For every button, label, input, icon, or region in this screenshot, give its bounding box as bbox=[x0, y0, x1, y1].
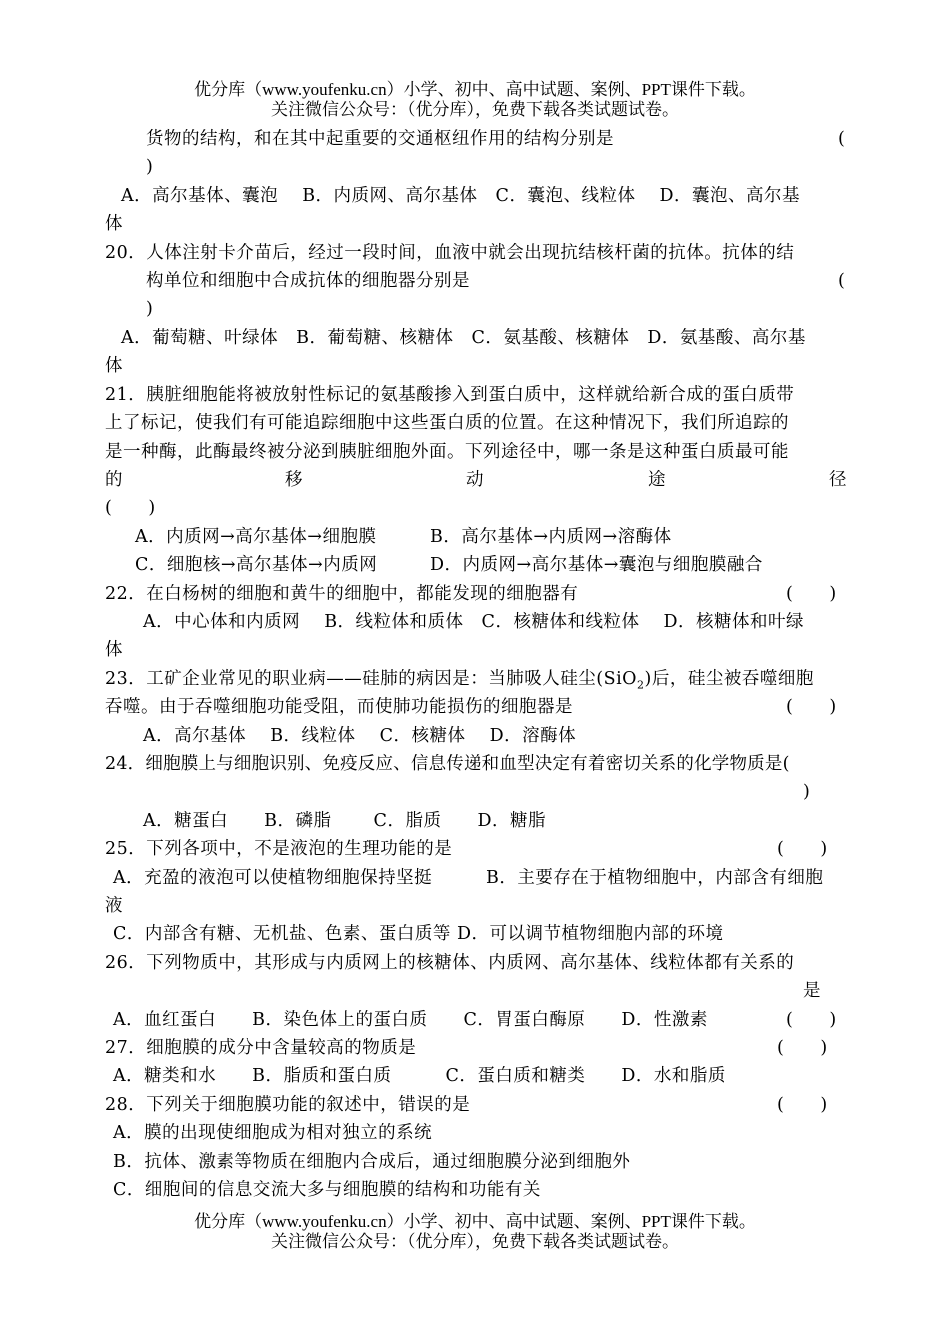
q21-stem-4-word-2: 移 bbox=[285, 470, 303, 490]
q25-option-b-wrap: 液 bbox=[105, 896, 123, 916]
q21-stem-4-word-5: 径 bbox=[829, 470, 847, 490]
header-line-1: 优分库（www.youfenku.cn）小学、初中、高中试题、案例、PPT课件下载。 bbox=[194, 80, 756, 99]
q25-option-a: A．充盈的液泡可以使植物细胞保持坚挺 bbox=[113, 868, 433, 888]
q27-stem: 27．细胞膜的成分中含量较高的物质是 bbox=[105, 1038, 417, 1058]
q21-stem-3: 是一种酶，此酶最终被分泌到胰脏细胞外面。下列途径中，哪一条是这种蛋白质最可能 bbox=[105, 442, 789, 462]
footer-line-2: 关注微信公众号：（优分库），免费下载各类试题试卷。 bbox=[271, 1232, 679, 1251]
q25-option-b: B．主要存在于植物细胞中，内部含有细胞 bbox=[486, 868, 824, 888]
q20-stem-1: 20．人体注射卡介苗后，经过一段时间，血液中就会出现抗结核杆菌的抗体。抗体的结 bbox=[105, 243, 795, 263]
q21-stem-4-word-3: 动 bbox=[466, 470, 484, 490]
q22-options: A．中心体和内质网 B．线粒体和质体 C．核糖体和线粒体 D．核糖体和叶绿 bbox=[143, 612, 805, 632]
q24-stem: 24．细胞膜上与细胞识别、免疫反应、信息传递和血型决定有着密切关系的化学物质是( bbox=[105, 754, 790, 774]
q26-paren: ( ) bbox=[786, 1010, 837, 1030]
q20-options: A．葡萄糖、叶绿体 B．葡萄糖、核糖体 C．氨基酸、核糖体 D．氨基酸、高尔基 bbox=[121, 328, 806, 348]
q22-stem: 22．在白杨树的细胞和黄牛的细胞中，都能发现的细胞器有 bbox=[105, 584, 579, 604]
q20-paren-close: ) bbox=[146, 299, 154, 319]
q21-stem-2: 上了标记，使我们有可能追踪细胞中这些蛋白质的位置。在这种情况下，我们所追踪的 bbox=[105, 413, 789, 433]
q23-stem-1-sub: 2 bbox=[637, 678, 645, 692]
q22-options-wrap: 体 bbox=[105, 640, 123, 660]
header-line-2: 关注微信公众号：（优分库），免费下载各类试题试卷。 bbox=[271, 100, 679, 119]
q28-option-c: C．细胞间的信息交流大多与细胞膜的结构和功能有关 bbox=[113, 1180, 541, 1200]
q26-stem-wrap: 是 bbox=[803, 981, 821, 1001]
q23-stem-1-pre: 23．工矿企业常见的职业病——硅肺的病因是：当肺吸人硅尘(SiO bbox=[105, 669, 638, 689]
q23-paren: ( ) bbox=[786, 697, 837, 717]
q23-stem-1-post: )后，硅尘被吞噬细胞 bbox=[644, 669, 814, 689]
q28-paren: ( ) bbox=[777, 1095, 828, 1115]
q21-stem-1: 21．胰脏细胞能将被放射性标记的氨基酸掺入到蛋白质中，这样就给新合成的蛋白质带 bbox=[105, 385, 795, 405]
q21-option-c: C．细胞核→高尔基体→内质网 bbox=[135, 555, 378, 575]
q19-options-wrap: 体 bbox=[105, 214, 123, 234]
q27-paren: ( ) bbox=[777, 1038, 828, 1058]
q28-option-b: B．抗体、激素等物质在细胞内合成后，通过细胞膜分泌到细胞外 bbox=[113, 1152, 631, 1172]
q24-options: A．糖蛋白 B．磷脂 C．脂质 D．糖脂 bbox=[143, 811, 546, 831]
footer-line-1: 优分库（www.youfenku.cn）小学、初中、高中试题、案例、PPT课件下载。 bbox=[194, 1212, 756, 1231]
q24-paren-close: ) bbox=[803, 782, 811, 802]
q25-option-cd: C．内部含有糖、无机盐、色素、蛋白质等 D．可以调节植物细胞内部的环境 bbox=[113, 924, 724, 944]
q26-stem: 26．下列物质中，其形成与内质网上的核糖体、内质网、高尔基体、线粒体都有关系的 bbox=[105, 953, 795, 973]
q21-paren: ( ) bbox=[105, 498, 156, 518]
q20-stem-2: 构单位和细胞中合成抗体的细胞器分别是 bbox=[146, 271, 470, 291]
q26-options: A．血红蛋白 B．染色体上的蛋白质 C．胃蛋白酶原 D．性激素 bbox=[113, 1010, 708, 1030]
q20-options-wrap: 体 bbox=[105, 356, 123, 376]
q21-option-a: A．内质网→高尔基体→细胞膜 bbox=[135, 527, 377, 547]
q27-options: A．糖类和水 B．脂质和蛋白质 C．蛋白质和糖类 D．水和脂质 bbox=[113, 1066, 726, 1086]
q23-options: A．高尔基体 B．线粒体 C．核糖体 D．溶酶体 bbox=[143, 726, 577, 746]
q21-stem-4-word-1: 的 bbox=[105, 470, 123, 490]
q19-options: A．高尔基体、囊泡 B．内质网、高尔基体 C．囊泡、线粒体 D．囊泡、高尔基 bbox=[121, 186, 801, 206]
q20-paren-open: ( bbox=[838, 271, 846, 291]
q21-option-d: D．内质网→高尔基体→囊泡与细胞膜融合 bbox=[430, 555, 763, 575]
q28-option-a: A．膜的出现使细胞成为相对独立的系统 bbox=[113, 1123, 433, 1143]
q21-option-b: B．高尔基体→内质网→溶酶体 bbox=[430, 527, 672, 547]
q28-stem: 28．下列关于细胞膜功能的叙述中，错误的是 bbox=[105, 1095, 471, 1115]
q23-stem-2: 吞噬。由于吞噬细胞功能受阻，而使肺功能损伤的细胞器是 bbox=[105, 697, 573, 717]
q22-paren: ( ) bbox=[786, 584, 837, 604]
q19-stem: 货物的结构，和在其中起重要的交通枢纽作用的结构分别是 bbox=[146, 129, 614, 149]
q21-stem-4-word-4: 途 bbox=[648, 470, 666, 490]
q19-paren-close: ) bbox=[146, 157, 154, 177]
q25-paren: ( ) bbox=[777, 839, 828, 859]
q23-stem-1 bbox=[105, 667, 814, 698]
q25-stem: 25．下列各项中，不是液泡的生理功能的是 bbox=[105, 839, 453, 859]
q19-paren-open: ( bbox=[838, 129, 846, 149]
